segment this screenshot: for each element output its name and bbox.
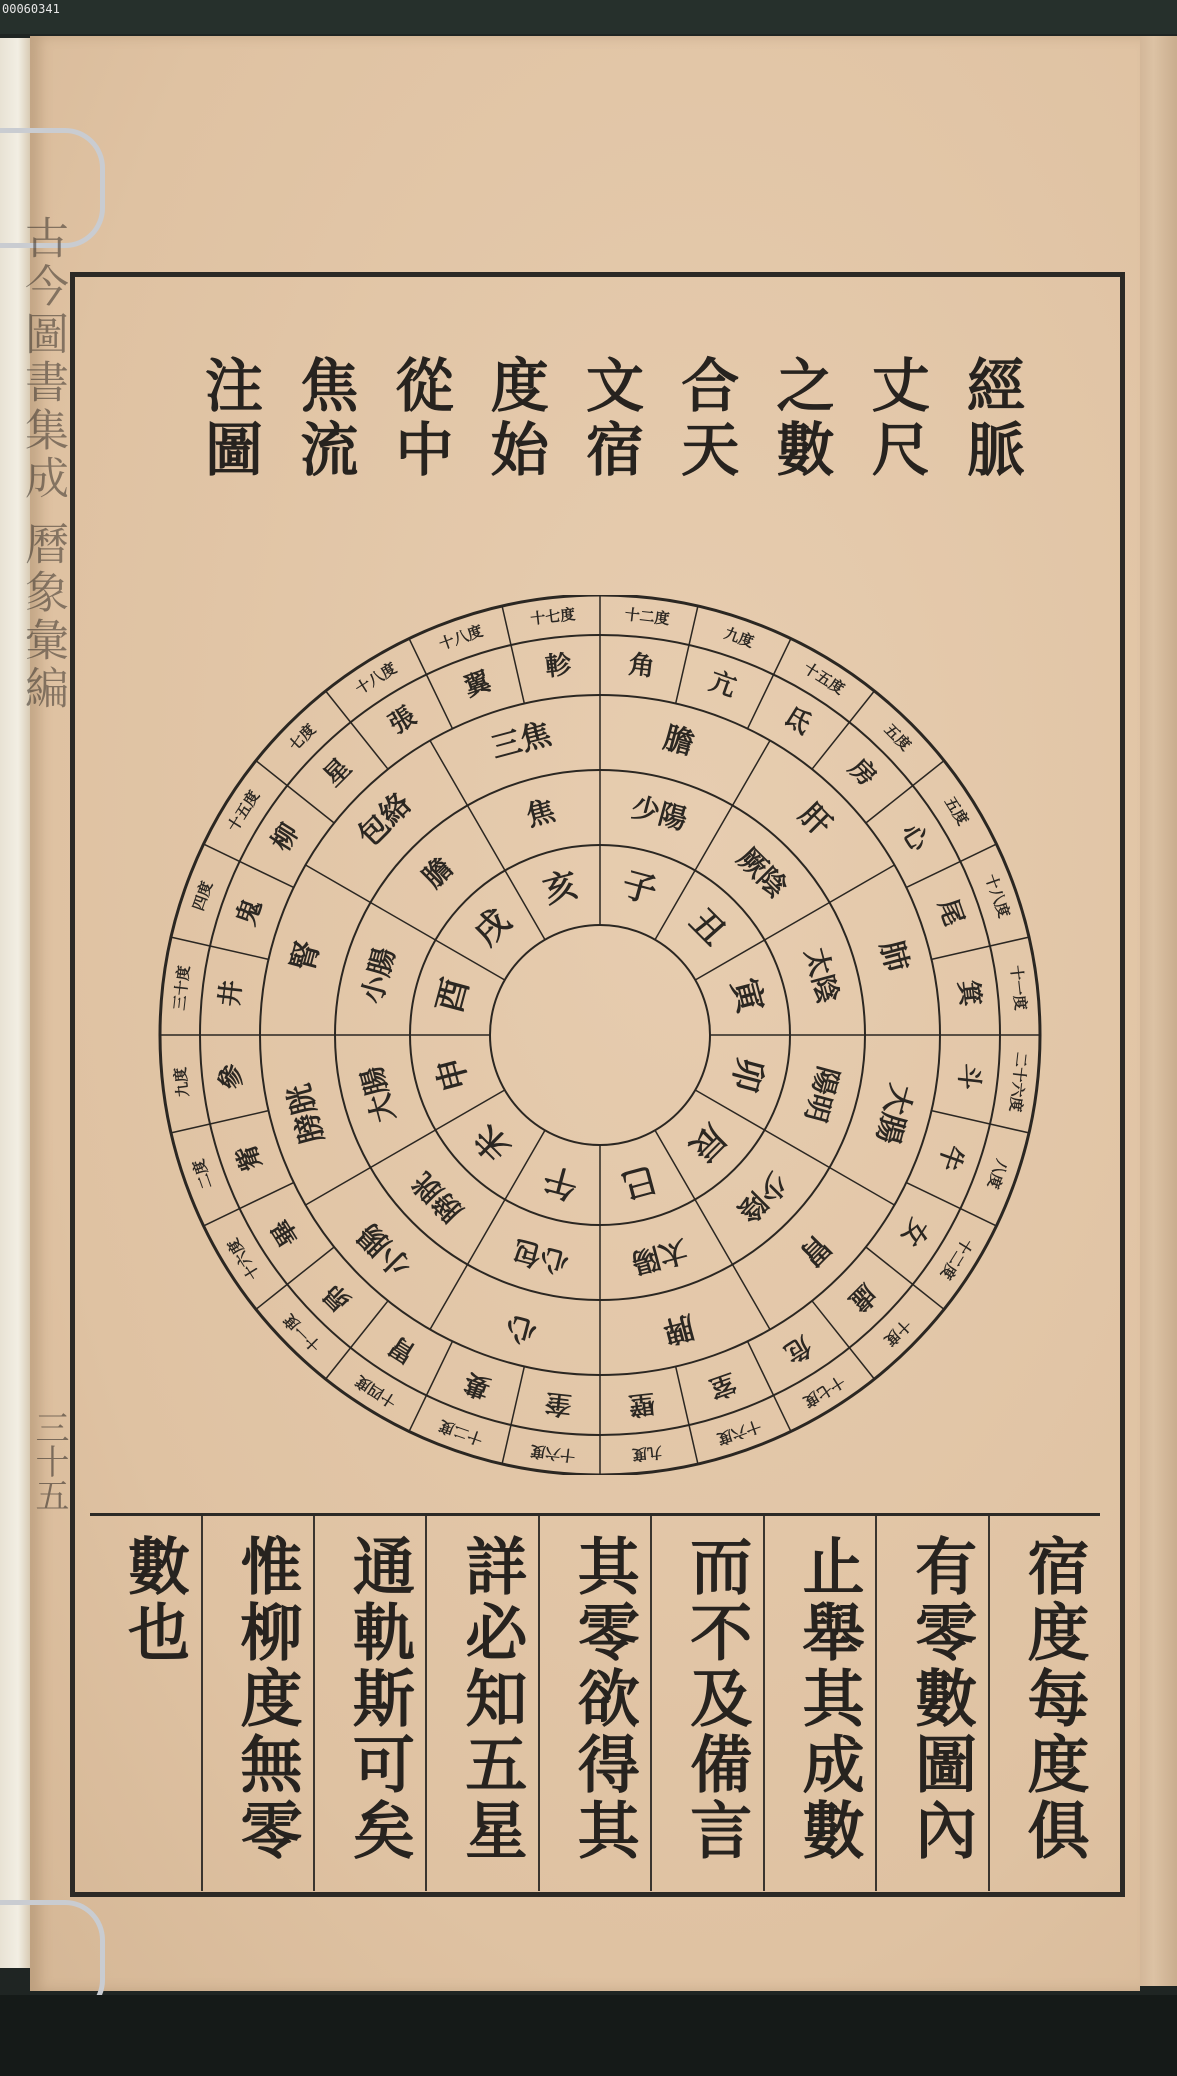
- channel-label: 心包: [509, 1233, 572, 1280]
- branch-label: 丑: [681, 901, 734, 954]
- ring-divider: [256, 1284, 287, 1309]
- degree-label: 四度: [189, 878, 217, 914]
- ring-divider: [256, 761, 287, 786]
- mansion-label: 心: [894, 818, 934, 857]
- ring-divider: [287, 786, 334, 823]
- title-column: 丈尺: [861, 355, 930, 483]
- branch-label: 亥: [539, 864, 583, 912]
- degree-label: 九度: [631, 1442, 664, 1464]
- ring-divider: [171, 1124, 210, 1133]
- annotation-column: 止舉其成數: [763, 1516, 875, 1891]
- degree-label: 九度: [171, 1066, 193, 1099]
- degree-label: 八度: [983, 1156, 1011, 1192]
- ring-divider: [676, 1366, 689, 1424]
- ring-divider: [326, 691, 351, 722]
- mansion-label: 女: [894, 1213, 934, 1252]
- ring-divider: [409, 639, 426, 675]
- ring-divider: [240, 861, 294, 887]
- ring-divider: [913, 761, 944, 786]
- mansion-label: 斗: [952, 1061, 986, 1092]
- ring-divider: [306, 865, 371, 903]
- meridian-label: 胃: [791, 1226, 838, 1273]
- meridian-label: 大腸: [868, 1080, 919, 1148]
- degree-label: 十二度: [936, 1235, 977, 1283]
- ring-divider: [676, 645, 689, 703]
- title-column: 經脈: [957, 355, 1025, 483]
- mansion-label: 畢: [266, 1213, 306, 1252]
- title-block: [195, 355, 1025, 505]
- degree-label: 十六度: [529, 1441, 577, 1465]
- mansion-label: 危: [778, 1329, 817, 1369]
- annotation-column: 數也: [117, 1534, 191, 1666]
- ring-divider: [695, 806, 733, 871]
- ring-divider: [774, 1395, 791, 1431]
- ring-divider: [430, 1264, 468, 1329]
- channel-label: 膽: [416, 851, 460, 895]
- branch-label: 申: [429, 1052, 477, 1096]
- mansion-label: 鬼: [231, 895, 269, 930]
- ring-divider: [774, 639, 791, 675]
- mansion-label: 參: [214, 1061, 248, 1092]
- mansion-label: 箕: [952, 978, 986, 1009]
- meridian-mansion-diagram: [145, 595, 1055, 1475]
- scanner-bottom-band: [0, 1995, 1177, 2076]
- ring-divider: [765, 903, 830, 941]
- degree-label: 三十度: [170, 964, 194, 1012]
- ring-divider: [748, 1341, 774, 1395]
- ring-divider: [960, 1209, 996, 1226]
- ring-divider: [371, 903, 436, 941]
- title-column: 注圖: [195, 355, 263, 483]
- scanner-top-bar: [0, 0, 1177, 34]
- annotation-column: 而不及備言: [650, 1516, 762, 1891]
- channel-label: 厥陰: [730, 841, 794, 905]
- channel-label: 大腸: [355, 1063, 402, 1126]
- ring-divider: [866, 1247, 913, 1284]
- ring-divider: [409, 1395, 426, 1431]
- degree-label: 十七度: [529, 605, 577, 629]
- mansion-label: 昴: [317, 1277, 358, 1318]
- annotation-text-block: [90, 1513, 1100, 1891]
- branch-label: 酉: [429, 974, 477, 1018]
- ring-divider: [748, 675, 774, 729]
- meridian-label: 脾: [659, 1307, 698, 1350]
- branch-label: 巳: [617, 1158, 661, 1206]
- scan-id-label: 00060341: [2, 2, 60, 16]
- meridian-label: 肺: [872, 937, 915, 976]
- ring-divider: [426, 1341, 452, 1395]
- right-page-edge: [1138, 36, 1177, 1986]
- degree-label: 十八度: [436, 621, 486, 654]
- ring-divider: [502, 1425, 511, 1464]
- title-column: 之數: [766, 355, 835, 483]
- ring-divider: [990, 937, 1029, 946]
- degree-label: 七度: [285, 720, 320, 755]
- channel-label: 太陰: [798, 944, 845, 1007]
- title-column: 合天: [671, 355, 740, 483]
- ring-divider: [204, 844, 240, 861]
- channel-label: 膀胱: [406, 1165, 470, 1229]
- mansion-label: 井: [214, 978, 248, 1009]
- ring-circle: [490, 925, 710, 1145]
- meridian-label: 膀胱: [281, 1080, 332, 1148]
- ring-divider: [171, 937, 210, 946]
- mansion-label: 牛: [931, 1140, 969, 1175]
- ring-divider: [733, 1264, 771, 1329]
- ring-divider: [913, 1284, 944, 1309]
- annotation-column: 詳必知五星: [425, 1516, 537, 1891]
- degree-label: 十五度: [800, 658, 848, 699]
- degree-label: 十八度: [981, 871, 1014, 921]
- spine-title: 古今圖書集成 曆象彙編: [17, 215, 68, 713]
- channel-label: 少陽: [628, 790, 691, 837]
- ring-divider: [240, 1183, 294, 1209]
- ring-divider: [502, 606, 511, 645]
- branch-label: 未: [466, 1116, 519, 1169]
- meridian-label: 膽: [659, 720, 698, 763]
- degree-label: 十八度: [352, 658, 400, 699]
- degree-label: 十二度: [436, 1416, 486, 1449]
- annotation-column: 其零欲得其: [538, 1516, 650, 1891]
- branch-label: 辰: [681, 1116, 734, 1169]
- meridian-label: 腎: [285, 937, 328, 976]
- mansion-label: 虛: [842, 1277, 883, 1318]
- mansion-label: 婁: [460, 1366, 495, 1404]
- mansion-label: 氐: [778, 701, 817, 741]
- ring-divider: [695, 1200, 733, 1265]
- ring-divider: [351, 1301, 388, 1348]
- ring-divider: [210, 946, 268, 959]
- ring-divider: [812, 1301, 849, 1348]
- mansion-label: 柳: [266, 818, 306, 857]
- channel-label: 少陰: [730, 1165, 794, 1229]
- ring-divider: [829, 865, 894, 903]
- meridian-label: 小腸: [351, 1216, 419, 1284]
- degree-label: 十六度: [714, 1416, 764, 1449]
- title-column: 焦流: [290, 355, 359, 483]
- degree-label: 五度: [940, 793, 973, 829]
- ring-divider: [689, 606, 698, 645]
- degree-label: 十一度: [1006, 964, 1030, 1012]
- mansion-label: 觜: [231, 1140, 269, 1175]
- spine-folio: 三十五: [29, 1410, 69, 1512]
- ring-divider: [849, 691, 874, 722]
- ring-divider: [849, 1348, 874, 1379]
- degree-label: 十七度: [800, 1371, 848, 1412]
- degree-label: 十度: [880, 1315, 915, 1350]
- mansion-label: 亢: [705, 666, 740, 704]
- mansion-label: 尾: [931, 895, 969, 930]
- ring-divider: [511, 1366, 524, 1424]
- channel-label: 太陽: [628, 1233, 691, 1280]
- degree-label: 二度: [189, 1156, 217, 1192]
- branch-label: 戌: [466, 901, 519, 954]
- annotation-column: 有零數圖內: [875, 1516, 987, 1891]
- ring-divider: [430, 741, 468, 806]
- mansion-label: 室: [705, 1366, 740, 1404]
- ring-divider: [866, 786, 913, 823]
- channel-label: 小腸: [355, 944, 402, 1007]
- degree-label: 十五度: [223, 787, 264, 835]
- degree-label: 五度: [880, 720, 915, 755]
- title-column: 從中: [385, 355, 454, 483]
- ring-divider: [733, 741, 771, 806]
- title-column: 文宿: [576, 355, 644, 483]
- ring-divider: [426, 675, 452, 729]
- ring-divider: [829, 1168, 894, 1206]
- ring-divider: [210, 1111, 268, 1124]
- mansion-label: 張: [383, 701, 422, 741]
- degree-label: 九度: [721, 624, 757, 652]
- degree-label: 十六度: [223, 1235, 264, 1283]
- annotation-column: 惟柳度無零: [201, 1516, 313, 1891]
- ring-divider: [511, 645, 524, 703]
- ring-divider: [765, 1130, 830, 1168]
- ring-divider: [287, 1247, 334, 1284]
- ring-divider: [689, 1425, 698, 1464]
- ring-divider: [906, 861, 960, 887]
- ring-divider: [960, 844, 996, 861]
- ring-divider: [931, 1111, 989, 1124]
- degree-label: 二十六度: [1006, 1051, 1031, 1113]
- degree-label: 十一度: [280, 1310, 325, 1355]
- meridian-label: 肝: [791, 797, 838, 844]
- ring-divider: [351, 722, 388, 769]
- annotation-column: 宿度每度俱: [988, 1516, 1100, 1891]
- branch-label: 午: [539, 1158, 583, 1206]
- annotation-column: 通軌斯可矣: [313, 1516, 425, 1891]
- ring-divider: [906, 1183, 960, 1209]
- ring-divider: [306, 1168, 371, 1206]
- title-column: 度始: [480, 355, 549, 483]
- ring-divider: [204, 1209, 240, 1226]
- mansion-label: 星: [317, 752, 358, 793]
- ring-divider: [371, 1130, 436, 1168]
- degree-label: 十二度: [623, 605, 671, 629]
- ring-divider: [812, 722, 849, 769]
- ring-divider: [326, 1348, 351, 1379]
- mansion-label: 角: [626, 649, 657, 683]
- branch-label: 寅: [723, 974, 771, 1018]
- branch-label: 卯: [723, 1052, 771, 1096]
- ring-divider: [990, 1124, 1029, 1133]
- branch-label: 子: [617, 864, 661, 912]
- channel-label: 陽明: [798, 1063, 845, 1126]
- mansion-label: 胃: [383, 1329, 422, 1369]
- mansion-label: 壁: [626, 1387, 657, 1421]
- ring-divider: [468, 1200, 506, 1265]
- meridian-label: 心: [502, 1307, 541, 1350]
- degree-label: 十四度: [352, 1371, 400, 1412]
- meridian-label: 包絡: [351, 786, 419, 854]
- meridian-label: 三焦: [487, 716, 555, 767]
- mansion-label: 翼: [460, 666, 495, 704]
- mansion-label: 房: [842, 752, 883, 793]
- mansion-label: 軫: [543, 649, 574, 683]
- mansion-label: 奎: [543, 1387, 574, 1421]
- ring-divider: [468, 806, 506, 871]
- ring-divider: [931, 946, 989, 959]
- channel-label: 焦: [522, 793, 559, 833]
